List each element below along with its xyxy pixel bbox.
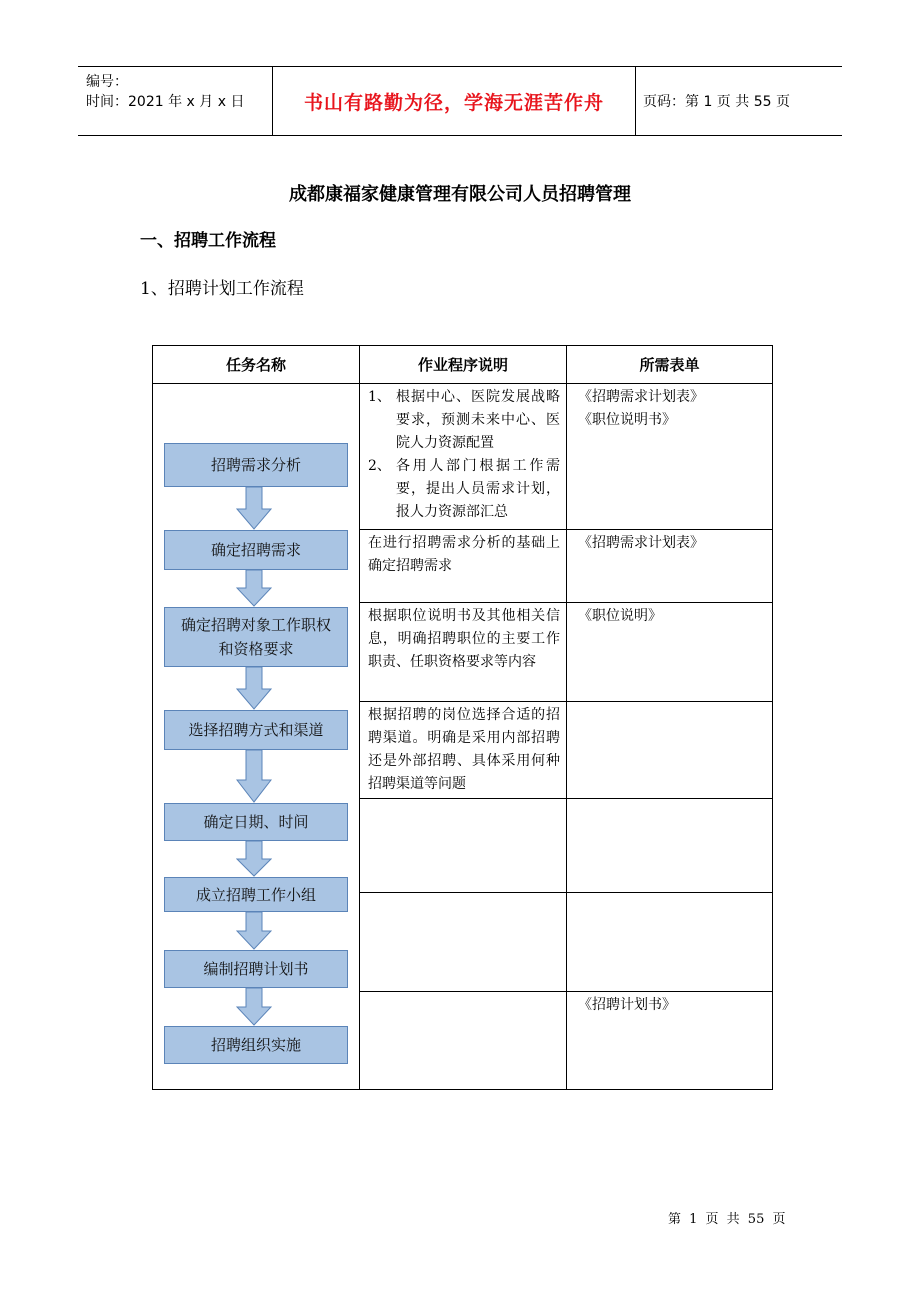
page-footer: 第 1 页 共 55 页	[668, 1212, 786, 1227]
table-border	[566, 345, 567, 1090]
code-label: 编号：	[86, 74, 128, 90]
table-border	[359, 345, 360, 1090]
table-border	[359, 529, 773, 530]
form-name: 《职位说明书》	[578, 412, 676, 428]
down-arrow-icon	[236, 912, 272, 950]
header-meta	[78, 67, 272, 135]
table-border	[772, 345, 773, 1090]
list-item	[368, 455, 560, 524]
header-page-cell	[635, 67, 842, 135]
page-label: 页码：第 1 页 共 55 页	[643, 94, 790, 110]
flow-step-box: 确定招聘对象工作职权和资格要求	[164, 607, 348, 667]
column-header-procedure: 作业程序说明	[417, 355, 508, 374]
procedure-cell: 根据招聘的岗位选择合适的招聘渠道。明确是采用内部招聘还是外部招聘、具体采用何种招聘渠道等问题	[368, 707, 560, 792]
flow-step-box: 招聘组织实施	[164, 1026, 348, 1064]
page-title: 成都康福家健康管理有限公司人员招聘管理	[289, 184, 631, 205]
down-arrow-icon	[236, 487, 272, 530]
motto-text: 书山有路勤为径，学海无涯苦作舟	[303, 91, 604, 114]
down-arrow-icon	[236, 667, 272, 710]
flow-step-box: 确定招聘需求	[164, 530, 348, 570]
forms-cell: 《职位说明》	[578, 608, 662, 624]
procedure-cell	[368, 386, 560, 524]
list-item	[368, 386, 560, 455]
forms-cell: 《招聘需求计划表》	[578, 535, 704, 551]
flow-step-box: 确定日期、时间	[164, 803, 348, 841]
forms-cell	[578, 386, 768, 432]
table-border	[359, 892, 773, 893]
list-text: 各用人部门根据工作需要，提出人员需求计划，报人力资源部汇总	[396, 458, 560, 520]
flow-step-box: 招聘需求分析	[164, 443, 348, 487]
flow-step-box: 成立招聘工作小组	[164, 877, 348, 912]
down-arrow-icon	[236, 750, 272, 803]
down-arrow-icon	[236, 841, 272, 877]
column-header-task: 任务名称	[225, 355, 286, 374]
flow-step-box: 选择招聘方式和渠道	[164, 710, 348, 750]
flow-step-box: 编制招聘计划书	[164, 950, 348, 988]
table-border	[152, 345, 153, 1090]
list-number: 2、	[368, 458, 391, 474]
header-motto-cell	[272, 67, 636, 135]
table-border	[359, 701, 773, 702]
table-border	[359, 991, 773, 992]
column-header-forms: 所需表单	[639, 355, 700, 374]
list-text: 根据中心、医院发展战略要求，预测未来中心、医院人力资源配置	[396, 389, 560, 451]
form-name: 《招聘需求计划表》	[578, 389, 704, 405]
subsection-heading: 1、招聘计划工作流程	[140, 279, 304, 299]
forms-cell: 《招聘计划书》	[578, 997, 676, 1013]
table-border	[152, 383, 773, 384]
table-border	[359, 602, 773, 603]
time-label: 时间：2021 年 x 月 x 日	[86, 94, 245, 110]
list-number: 1、	[368, 389, 391, 405]
table-border	[359, 798, 773, 799]
procedure-cell: 在进行招聘需求分析的基础上确定招聘需求	[368, 535, 560, 574]
down-arrow-icon	[236, 988, 272, 1026]
down-arrow-icon	[236, 570, 272, 607]
procedure-cell: 根据职位说明书及其他相关信息，明确招聘职位的主要工作职责、任职资格要求等内容	[368, 608, 560, 670]
table-border	[152, 1089, 773, 1090]
document-header	[78, 66, 842, 136]
section-heading: 一、招聘工作流程	[140, 231, 276, 251]
